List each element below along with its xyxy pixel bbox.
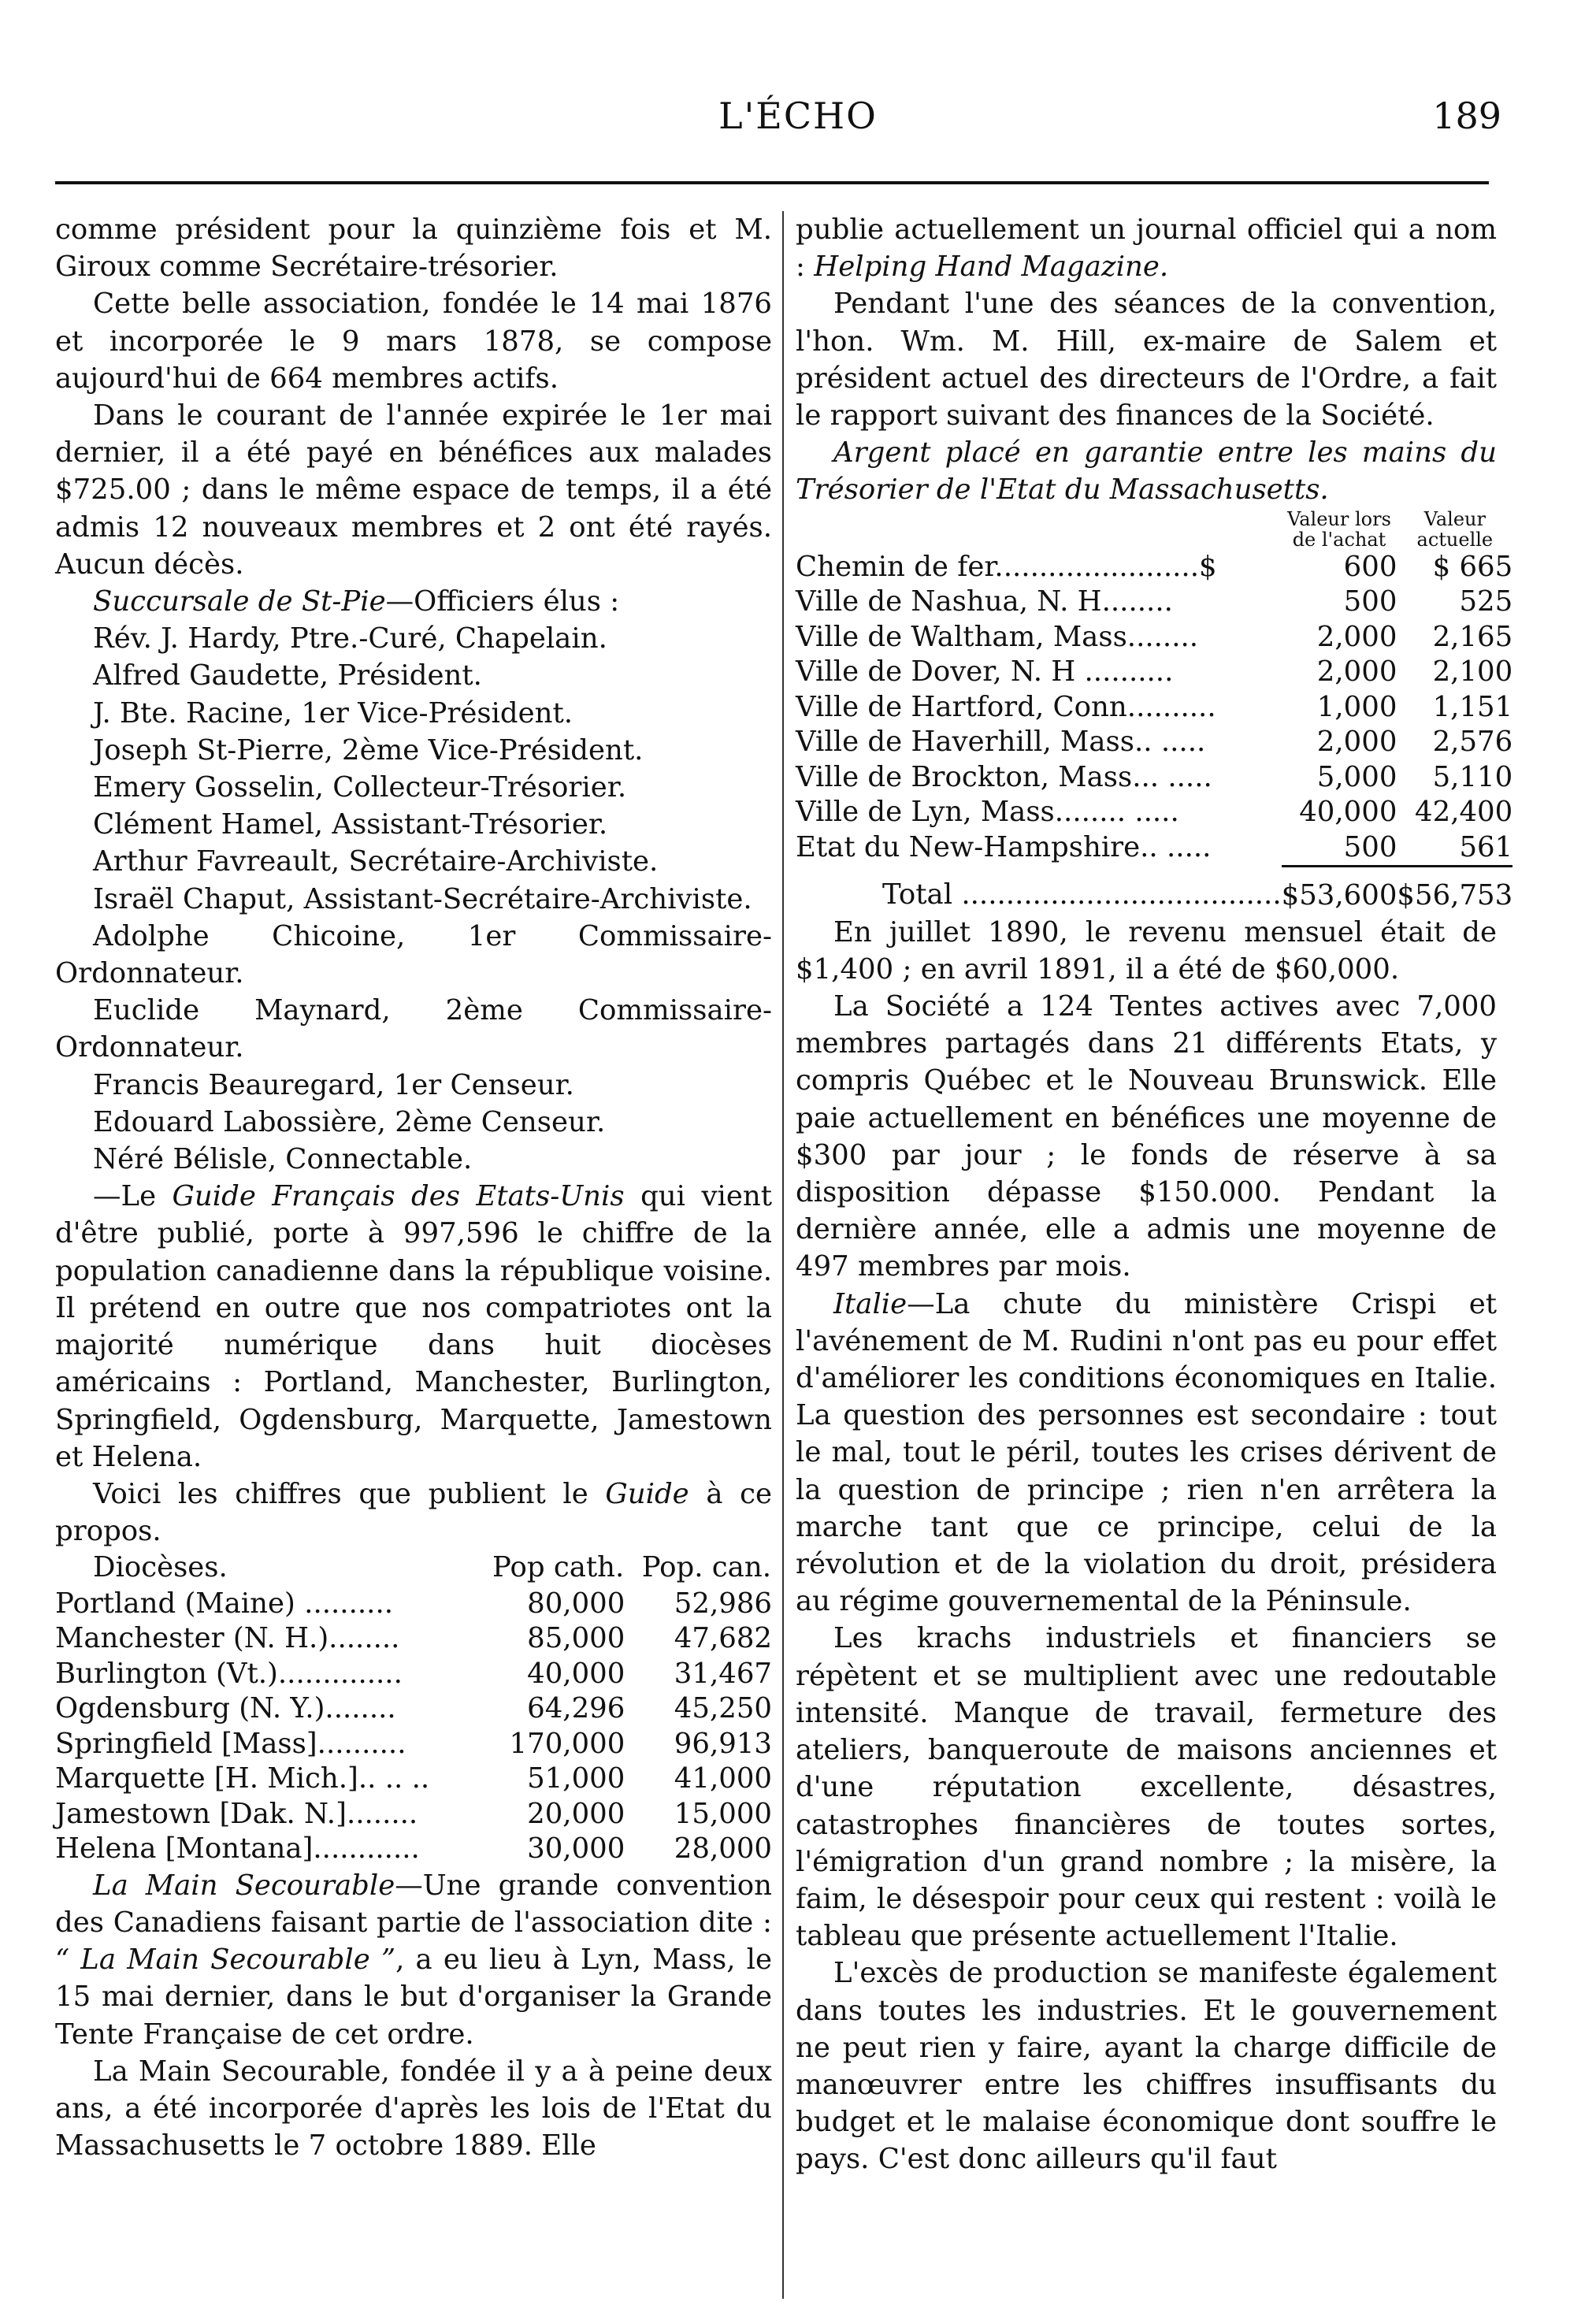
table-cell: 1,000 [1316, 690, 1397, 723]
succursale-heading [55, 583, 772, 620]
main-end: , a eu lieu à Lyn, Mass, le 15 mai dernier, dans le but d'organiser la Grande Tente Française de cet ordre. [55, 1943, 773, 2051]
guide-title: Guide Français des Etats-Unis [172, 1180, 625, 1213]
r1-pre: publie actuellement un journal officiel qui a nom : [796, 213, 1497, 284]
table-cell: 47,682 [674, 1622, 772, 1655]
table-cell: Portland (Maine) .......... [55, 1587, 394, 1620]
list-item: Alfred Gaudette, Président. [93, 659, 482, 692]
table-header-row [796, 509, 1512, 550]
table-cell: 600 [1343, 550, 1397, 583]
header-rule [55, 181, 1489, 184]
table-row [796, 795, 1512, 830]
table-cell: 51,000 [527, 1762, 625, 1795]
right-column [796, 211, 1513, 2178]
finance-title: Argent placé en garantie entre les mains du Trésorier de l'Etat du Massachusetts. [796, 436, 1497, 507]
guide-pre: —Le [93, 1180, 173, 1213]
table-cell: 52,986 [674, 1587, 772, 1620]
voici-pre: Voici les chiffres que publient le [93, 1477, 606, 1510]
table-cell: 30,000 [527, 1832, 625, 1866]
running-title: L'ÉCHO [718, 95, 878, 137]
list-item: Clément Hamel, Assistant-Trésorier. [93, 808, 608, 841]
table-row [796, 620, 1512, 655]
main-quote: “ La Main Secourable ” [55, 1943, 396, 1977]
left-column [55, 211, 772, 2164]
guide-body: qui vient d'être publié, porte à 997,596 le chiffre de la population canadienne dans la république voisine. Il prétend en outre que nos compatriotes ont la majorité numérique dans huit diocèses américains : Portland, Manchester, Burlington, Springfield, Ogdensburg, Marquette, Jamestown et Helena. [55, 1180, 773, 1473]
list-item: Edouard Labossière, 2ème Censeur. [93, 1105, 606, 1138]
table-cell: 2,000 [1316, 655, 1397, 689]
list-item: Israël Chaput, Assistant-Secrétaire-Archiviste. [93, 882, 752, 915]
running-header [0, 95, 1596, 158]
table-cell: Ville de Hartford, Conn.......... [796, 690, 1216, 723]
table-cell: 170,000 [509, 1727, 625, 1760]
paragraph: Les krachs industriels et financiers se répètent et se multiplient avec une redoutable intensité. Manque de travail, fermeture des ateliers, banqueroute de maisons anciennes et d'une réputation excellente, désastres, catastrophes financières de toutes sortes, l'émigration d'un grand nombre ; la misère, la faim, le désespoir pour ceux qui restent : voilà le tableau que présente actuellement l'Italie. [796, 1622, 1497, 1953]
paragraph [796, 211, 1497, 285]
table-cell: Springfield [Mass].......... [55, 1727, 406, 1760]
column-header: Valeur lors de l'achat [1287, 507, 1391, 551]
table-cell: 41,000 [674, 1762, 772, 1795]
table-cell: 500 [1343, 830, 1397, 863]
list-item: J. Bte. Racine, 1er Vice-Président. [93, 696, 573, 729]
paragraph: En juillet 1890, le revenu mensuel était de $1,400 ; en avril 1891, il a été de $60,000. [796, 915, 1497, 986]
table-cell: 28,000 [674, 1832, 772, 1866]
table-row [55, 1691, 772, 1727]
table-cell: Ogdensburg (N. Y.)........ [55, 1692, 396, 1725]
column-divider [782, 211, 784, 2299]
main-rest: —Une grande convention des Canadiens faisant partie de l'association dite : [55, 1869, 772, 1940]
table-header-row [55, 1550, 772, 1587]
list-item: Euclide Maynard, 2ème Commissaire-Ordonnateur. [55, 994, 772, 1064]
page-number: 189 [1432, 95, 1501, 137]
table-row [796, 725, 1512, 760]
total-row [796, 867, 1512, 914]
list-item: Joseph St-Pierre, 2ème Vice-Président. [93, 733, 644, 767]
table-cell: Ville de Waltham, Mass........ [796, 620, 1199, 653]
paragraph: Cette belle association, fondée le 14 mai 1876 et incorporée le 9 mars 1878, se compose aujourd'hui de 664 membres actifs. [55, 288, 772, 395]
italie-paragraph [796, 1286, 1497, 1620]
paragraph: Pendant l'une des séances de la convention, l'hon. Wm. M. Hill, ex-maire de Salem et président actuel des directeurs de l'Ordre, a fait le rapport suivant des finances de la Société. [796, 288, 1497, 433]
table-cell: 85,000 [527, 1622, 625, 1655]
column-header: Pop cath. [492, 1551, 625, 1584]
table-cell: 5,000 [1316, 760, 1397, 793]
table-row [55, 1832, 772, 1867]
dioceses-table [55, 1550, 772, 1867]
list-item: Francis Beauregard, 1er Censeur. [93, 1068, 574, 1101]
table-cell: 561 [1459, 830, 1513, 863]
table-cell: Ville de Dover, N. H .......... [796, 655, 1174, 689]
column-header: Pop. can. [641, 1551, 771, 1584]
table-cell: $53,600 [1282, 867, 1397, 914]
table-cell: 2,576 [1432, 726, 1513, 759]
paragraph: La Société a 124 Tentes actives avec 7,000 membres partagés dans 21 différents Etats, y compris Québec et le Nouveau Brunswick. Elle paie actuellement en bénéfices une moyenne de $300 par jour ; le fonds de réserve à sa disposition dépasse $150.000. Pendant la dernière année, elle a admis une moyenne de 497 membres par mois. [796, 990, 1497, 1283]
list-item: Adolphe Chicoine, 1er Commissaire-Ordonnateur. [55, 919, 772, 990]
paragraph: La Main Secourable, fondée il y a à peine deux ans, a été incorporée d'après les lois de l'Etat du Massachusetts le 7 octobre 1889. Elle [55, 2055, 772, 2163]
table-row [796, 690, 1512, 726]
table-cell: 2,100 [1432, 655, 1513, 689]
table-cell: Chemin de fer.......................$ [796, 550, 1217, 583]
table-row [796, 550, 1512, 585]
table-cell: 96,913 [674, 1727, 772, 1760]
italie-rest: —La chute du ministère Crispi et l'avénement de M. Rudini n'ont pas eu pour effet d'améliorer les conditions économiques en Italie. La question des personnes est secondaire : tout le mal, tout le péril, toutes les crises dérivent de la question de principe ; rien n'en arrêtera la marche tant que ce principe, celui de la révolution et de la violation du droit, présidera au régime gouvernemental de la Péninsule. [796, 1287, 1497, 1618]
italie-title: Italie [833, 1287, 907, 1320]
table-row [796, 830, 1512, 867]
table-cell: Ville de Brockton, Mass... ..... [796, 760, 1212, 793]
table-cell: Ville de Nashua, N. H........ [796, 585, 1173, 618]
table-cell: 80,000 [527, 1587, 625, 1620]
table-row [55, 1727, 772, 1762]
table-cell: Etat du New-Hampshire.. ..... [796, 831, 1212, 864]
officers-list [55, 620, 772, 1178]
table-cell: 42,400 [1415, 796, 1513, 829]
table-cell: 20,000 [527, 1797, 625, 1830]
table-cell: 500 [1343, 585, 1397, 618]
column-header: Valeur actuelle [1416, 507, 1494, 551]
table-row [796, 655, 1512, 690]
table-cell: 5,110 [1432, 760, 1513, 793]
table-row [55, 1621, 772, 1657]
voici-paragraph [55, 1476, 772, 1550]
table-cell: 2,165 [1432, 620, 1513, 653]
table-cell: 525 [1459, 585, 1513, 618]
voici-guide: Guide [605, 1477, 689, 1510]
table-cell: Ville de Lyn, Mass........ ..... [796, 796, 1179, 829]
table-row [55, 1657, 772, 1692]
succursale-rest: —Officiers élus : [385, 585, 620, 618]
table-cell: 2,000 [1316, 620, 1397, 653]
table-cell: 1,151 [1432, 690, 1513, 723]
list-item: Emery Gosselin, Collecteur-Trésorier. [93, 771, 627, 804]
table-cell: 45,250 [674, 1692, 772, 1725]
table-cell: Manchester (N. H.)........ [55, 1622, 400, 1655]
list-item: Arthur Favreault, Secrétaire-Archiviste. [93, 845, 659, 878]
table-row [55, 1762, 772, 1797]
table-cell: Helena [Montana]............ [55, 1832, 420, 1866]
table-row [796, 585, 1512, 620]
voici-post: à ce propos. [55, 1477, 773, 1548]
table-row [55, 1587, 772, 1622]
table-cell: Burlington (Vt.).............. [55, 1657, 403, 1690]
magazine-title: Helping Hand Magazine. [814, 251, 1169, 284]
table-cell: 31,467 [674, 1657, 772, 1690]
column-header: Diocèses. [93, 1551, 228, 1584]
table-cell: 40,000 [527, 1657, 625, 1690]
table-cell: 2,000 [1316, 726, 1397, 759]
table-row [55, 1797, 772, 1832]
table-cell: Ville de Haverhill, Mass.. ..... [796, 726, 1206, 759]
paragraph: Dans le courant de l'année expirée le 1er mai dernier, il a été payé en bénéfices aux malades $725.00 ; dans le même espace de temps, il a été admis 12 nouveaux membres et 2 ont été rayés. Aucun décès. [55, 399, 772, 581]
table-cell: 64,296 [527, 1692, 625, 1725]
paragraph: comme président pour la quinzième fois et M. Giroux comme Secrétaire-trésorier. [55, 213, 772, 284]
guide-paragraph [55, 1178, 772, 1476]
main-title: La Main Secourable [93, 1869, 395, 1902]
succursale-title: Succursale de St-Pie [93, 585, 386, 618]
table-cell: Jamestown [Dak. N.]........ [55, 1797, 418, 1830]
table-row [796, 760, 1512, 796]
paragraph: L'excès de production se manifeste également dans toutes les industries. Et le gouvernement ne peut rien y faire, ayant la charge difficile de manœuvrer entre les chiffres insuffisants du budget et le malaise économique dont souffre le pays. C'est donc ailleurs qu'il faut [796, 1957, 1497, 2176]
table-cell: 15,000 [674, 1797, 772, 1830]
table-cell: $ 665 [1432, 550, 1513, 583]
list-item: Néré Bélisle, Connectable. [93, 1143, 473, 1176]
main-secourable-paragraph [55, 1867, 772, 2053]
list-item: Rév. J. Hardy, Ptre.-Curé, Chapelain. [93, 622, 607, 655]
table-cell: 40,000 [1299, 796, 1397, 829]
finance-table [796, 509, 1512, 914]
table-cell: Total .................................... [882, 878, 1282, 911]
table-cell: $56,753 [1397, 867, 1512, 914]
table-cell: Marquette [H. Mich.].. .. .. [55, 1762, 430, 1795]
